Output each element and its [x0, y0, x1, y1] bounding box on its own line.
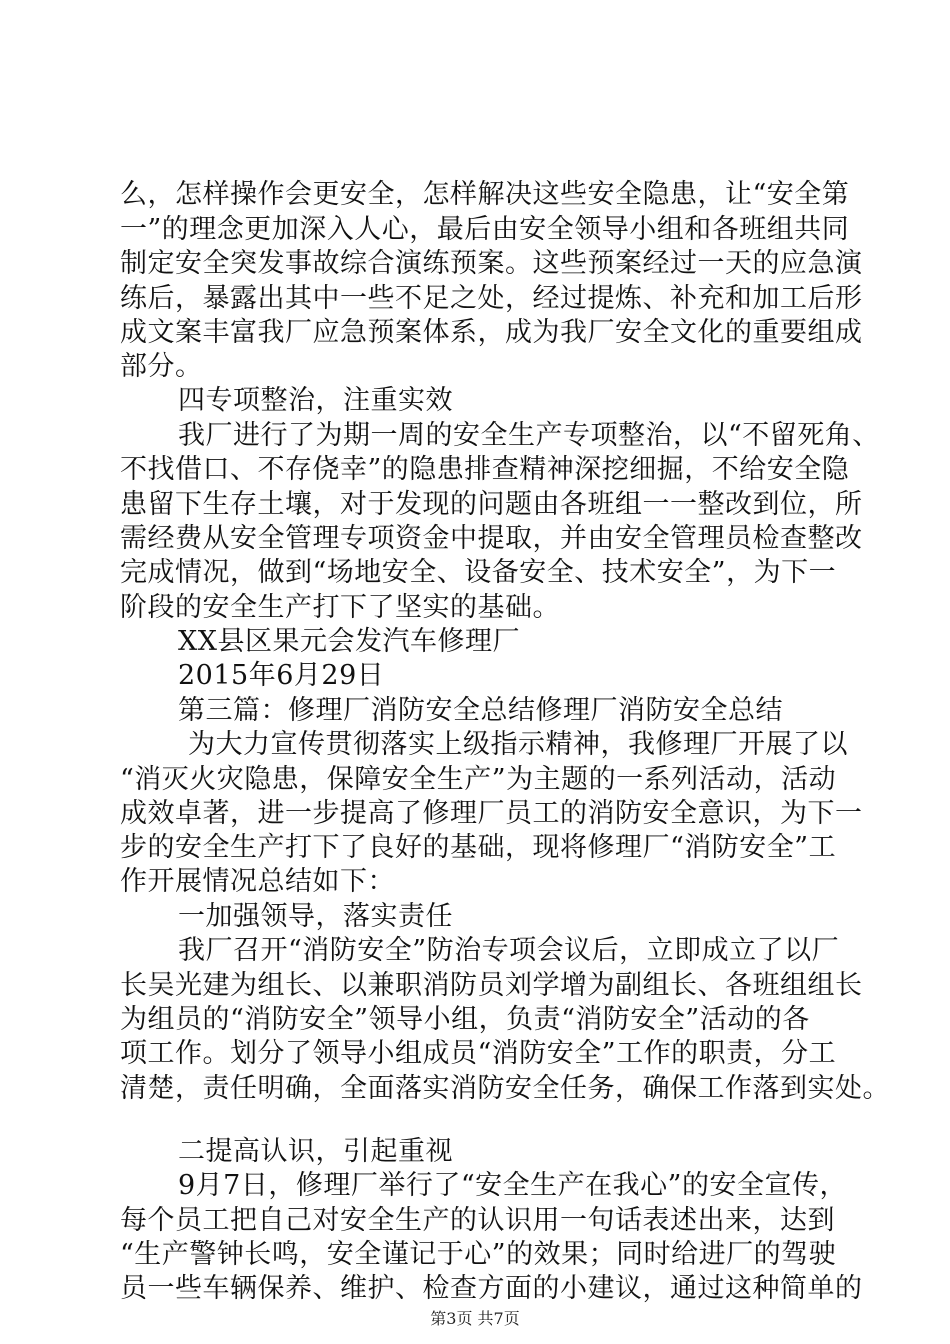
text-line: 员一些车辆保养、维护、检查方面的小建议，通过这种简单的 [120, 1273, 863, 1304]
text-line: 清楚，责任明确，全面落实消防安全任务，确保工作落到实处。 [120, 1073, 890, 1104]
text-line: 步的安全生产打下了良好的基础，现将修理厂“消防安全”工 [120, 832, 837, 863]
chapter-title: 第三篇：修理厂消防安全总结修理厂消防安全总结 [178, 695, 783, 726]
signature-date: 2015年6月29日 [178, 660, 385, 691]
text-line: 需经费从安全管理专项资金中提取，并由安全管理员检查整改 [120, 523, 863, 554]
text-line: 部分。 [120, 351, 203, 382]
text-line: 长吴光建为组长、以兼职消防员刘学增为副组长、各班组组长 [120, 970, 863, 1001]
section-heading: 一加强领导，落实责任 [178, 901, 453, 932]
text-line: 作开展情况总结如下： [120, 866, 395, 897]
text-line: 制定安全突发事故综合演练预案。这些预案经过一天的应急演 [120, 248, 863, 279]
text-line: 练后，暴露出其中一些不足之处，经过提炼、补充和加工后形 [120, 283, 863, 314]
text-line: 项工作。划分了领导小组成员“消防安全”工作的职责，分工 [120, 1038, 837, 1069]
page-footer: 第3页 共7页 [430, 1309, 520, 1328]
text-line: 一”的理念更加深入人心，最后由安全领导小组和各班组共同 [120, 214, 850, 245]
text-line: 为大力宣传贯彻落实上级指示精神，我修理厂开展了以 [188, 729, 848, 760]
text-line: 患留下生存土壤，对于发现的问题由各班组一一整改到位，所 [120, 489, 863, 520]
signature-org: XX县区果元会发汽车修理厂 [178, 626, 520, 657]
text-line: 成效卓著，进一步提高了修理厂员工的消防安全意识，为下一 [120, 798, 863, 829]
section-heading: 四专项整治，注重实效 [178, 385, 453, 416]
text-line: “消灭火灾隐患，保障安全生产”为主题的一系列活动，活动 [120, 764, 837, 795]
text-line: 成文案丰富我厂应急预案体系，成为我厂安全文化的重要组成 [120, 317, 863, 348]
text-line: 完成情况，做到“场地安全、设备安全、技术安全”，为下一 [120, 557, 837, 588]
text-line: 每个员工把自己对安全生产的认识用一句话表述出来，达到 [120, 1205, 835, 1236]
text-line: 阶段的安全生产打下了坚实的基础。 [120, 592, 560, 623]
text-line: 9月7日，修理厂举行了“安全生产在我心”的安全宣传， [178, 1170, 847, 1201]
text-line: 不找借口、不存侥幸”的隐患排查精神深挖细掘，不给安全隐 [120, 454, 850, 485]
text-line: 我厂召开“消防安全”防治专项会议后，立即成立了以厂 [178, 935, 840, 966]
text-line: 么，怎样操作会更安全，怎样解决这些安全隐患，让“安全第 [120, 179, 850, 210]
text-line: 为组员的“消防安全”领导小组，负责“消防安全”活动的各 [120, 1004, 810, 1035]
section-heading: 二提高认识，引起重视 [178, 1136, 453, 1167]
text-line: “生产警钟长鸣，安全谨记于心”的效果；同时给进厂的驾驶 [120, 1239, 837, 1270]
text-line: 我厂进行了为期一周的安全生产专项整治，以“不留死角、 [178, 420, 880, 451]
